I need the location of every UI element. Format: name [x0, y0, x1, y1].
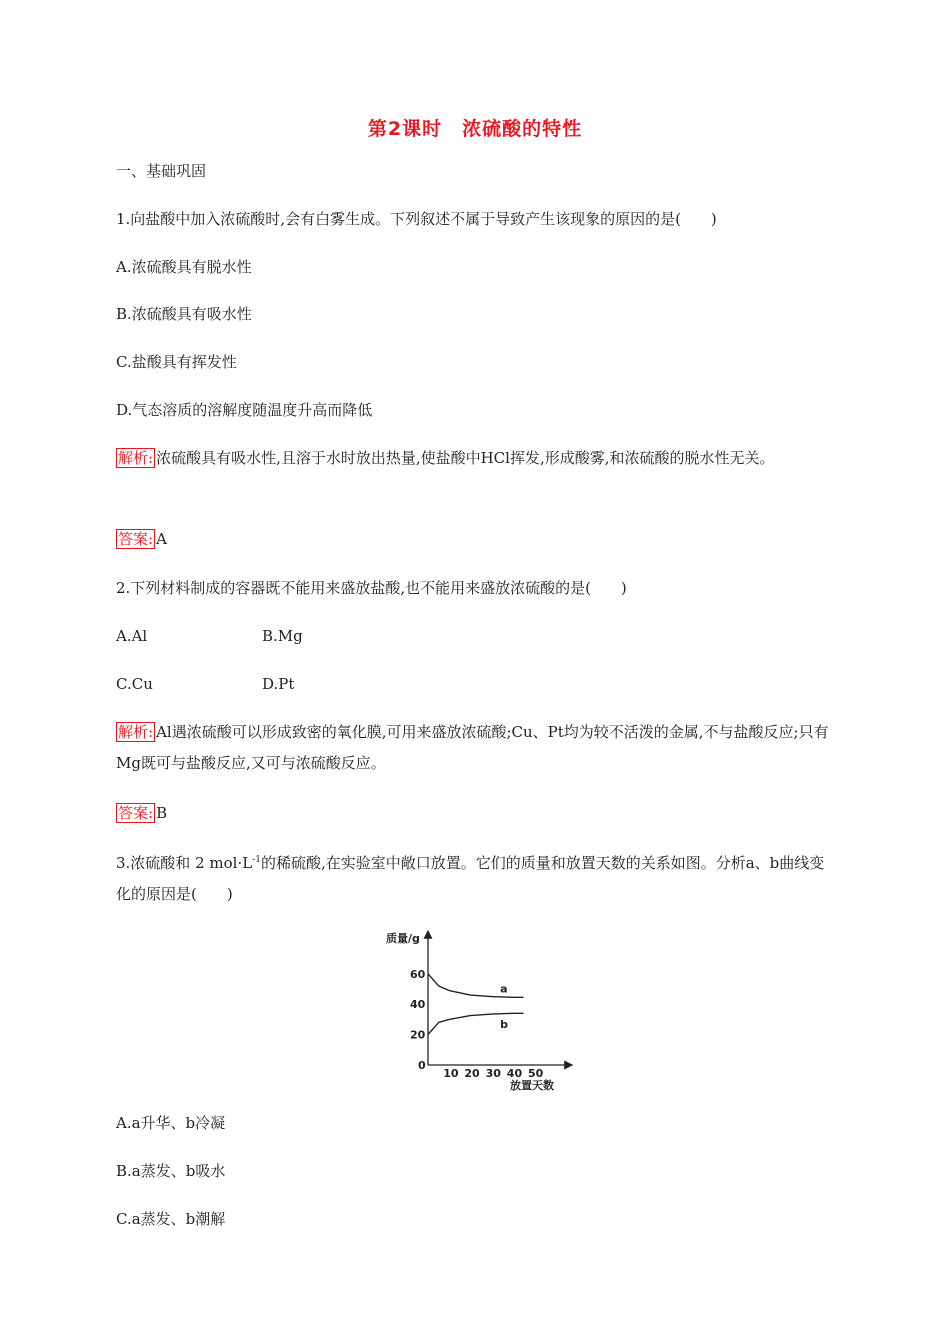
q1-answer [116, 529, 167, 549]
analysis-label: 解析: [118, 723, 154, 741]
x-tick-label: 50 [528, 1067, 544, 1080]
y-tick-label: 20 [410, 1028, 426, 1042]
q2-answer [116, 803, 167, 823]
answer-label: 答案: [118, 530, 154, 548]
q2-option-b: B.Mg [262, 627, 303, 645]
q3-option-c: C.a蒸发、b潮解 [116, 1210, 226, 1228]
answer-label: 答案: [118, 804, 154, 822]
q2-options-row2 [116, 674, 516, 694]
y-tick-label: 60 [410, 967, 426, 981]
x-tick-label: 10 [443, 1067, 459, 1080]
q1-option-b: B.浓硫酸具有吸水性 [116, 305, 252, 323]
page-title: 第2课时 浓硫酸的特性 [367, 118, 583, 140]
q2-option-c: C.Cu [116, 675, 153, 693]
series-line-b [428, 1013, 523, 1034]
q1-option-c: C.盐酸具有挥发性 [116, 353, 237, 371]
y-axis-label: 质量/g [386, 932, 420, 945]
q2-option-a: A.Al [116, 627, 148, 645]
x-tick-label: 20 [464, 1067, 480, 1080]
series-line-a [428, 974, 523, 998]
series-label-a: a [500, 982, 508, 996]
q1-analysis-text: 浓硫酸具有吸水性,且溶于水时放出热量,使盐酸中HCl挥发,形成酸雾,和浓硫酸的脱水性无关。 [156, 449, 775, 467]
q2-stem: 2.下列材料制成的容器既不能用来盛放盐酸,也不能用来盛放浓硫酸的是( ) [116, 579, 627, 597]
q2-answer-text: B [156, 804, 168, 822]
q2-option-d: D.Pt [262, 675, 295, 693]
q3-stem: 3.浓硫酸和 2 $mol\cdot L^{-1}$的稀硫酸,在实验室中敞口放置。它们的质量和放置天数的关系如图。分析a、b曲线变化的原因是( ) [116, 854, 825, 903]
q1-option-d: D.气态溶质的溶解度随温度升高而降低 [116, 401, 373, 419]
q1-stem: 1.向盐酸中加入浓硫酸时,会有白雾生成。下列叙述不属于导致产生该现象的原因的是( ) [116, 210, 717, 228]
x-tick-label: 40 [506, 1067, 523, 1080]
q1-analysis [116, 443, 832, 474]
origin-label: 0 [418, 1059, 426, 1072]
analysis-label: 解析: [118, 449, 154, 467]
q1-option-a: A.浓硫酸具有脱水性 [116, 258, 252, 276]
q2-analysis [116, 717, 832, 779]
q1-answer-text: A [156, 530, 167, 548]
x-axis-label: 放置天数 [510, 1079, 554, 1092]
q3-option-a: A.a升华、b冷凝 [116, 1114, 226, 1132]
q3-option-b: B.a蒸发、b吸水 [116, 1162, 226, 1180]
mass-days-chart [378, 922, 598, 1097]
q2-analysis-text: Al遇浓硫酸可以形成致密的氧化膜,可用来盛放浓硫酸;Cu、Pt均为较不活泼的金属,不与盐酸反应;只有Mg既可与盐酸反应,又可与浓硫酸反应。 [116, 723, 829, 772]
section-heading: 一、基础巩固 [116, 162, 207, 180]
q2-options-row1 [116, 626, 516, 646]
series-label-b: b [500, 1018, 508, 1032]
y-tick-label: 40 [410, 998, 426, 1012]
x-tick-label: 30 [485, 1067, 501, 1080]
